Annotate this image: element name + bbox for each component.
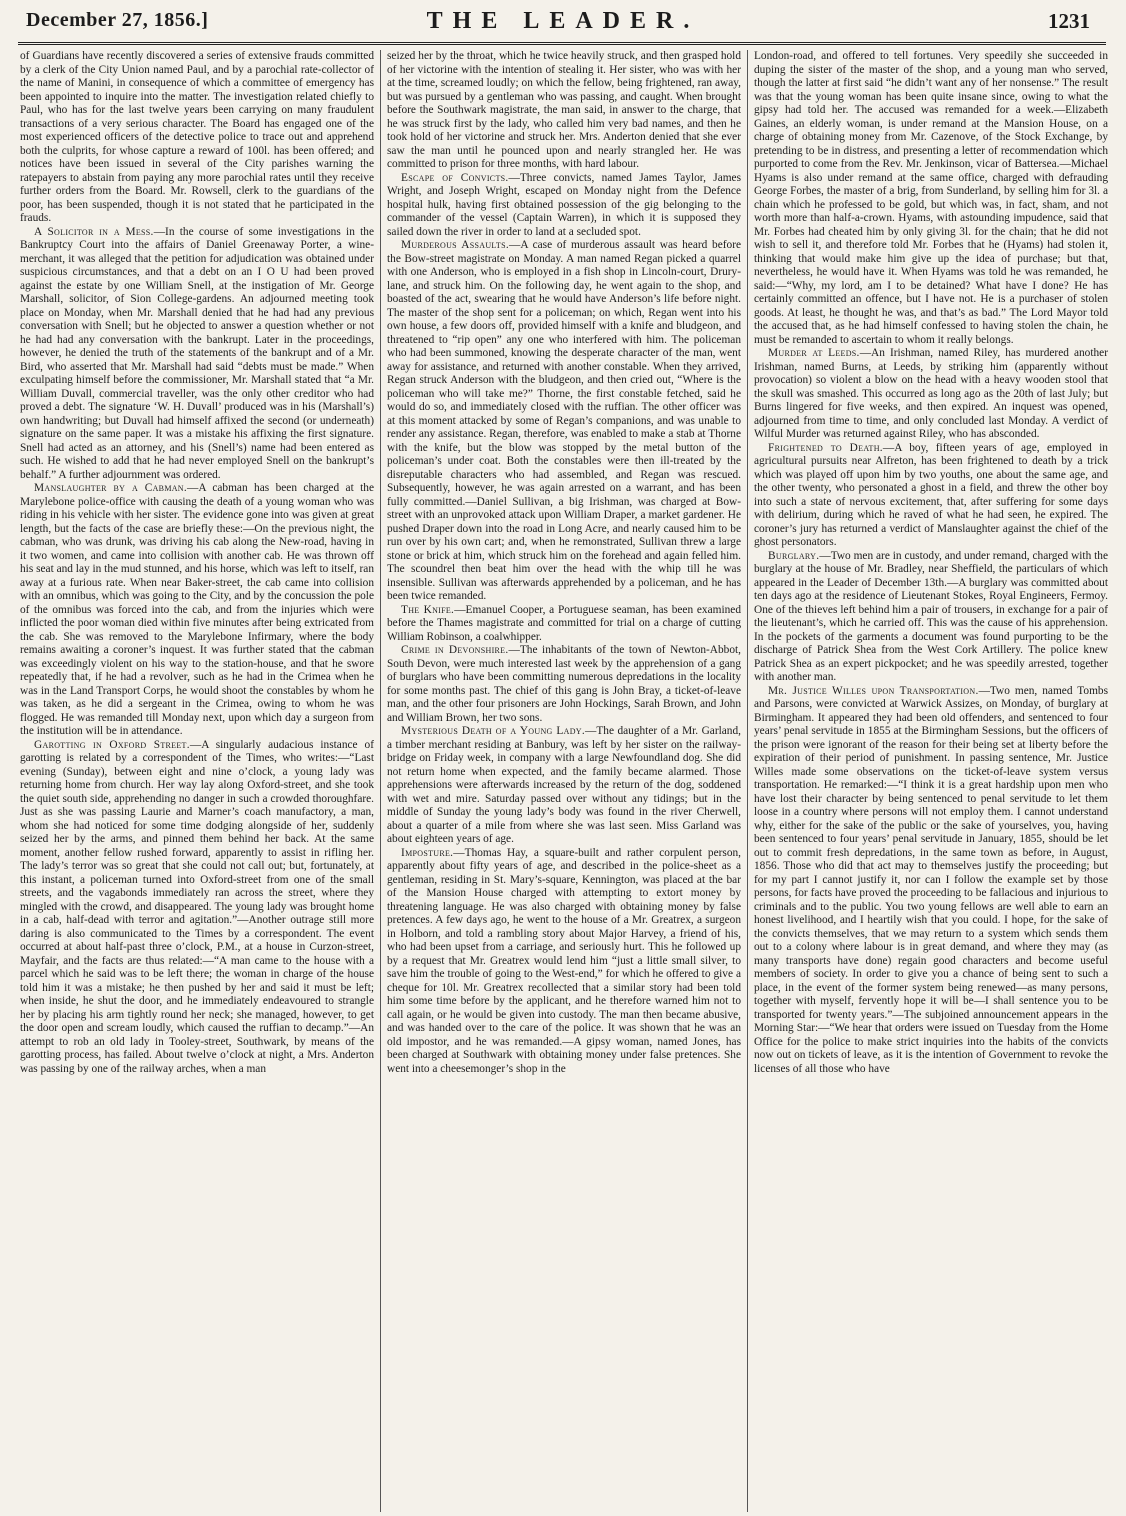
article-text: In the course of some investigations in the Bankruptcy Court into the affairs of Daniel Greenaway Porter, a wine-merchant, it was alleged that the petition for adjudication was obtained under suspicious circumstances, and that a debt on an I O U had been proved against the estate by one William Snell, at the instigation of Mr. George Marshall, solicitor, of Sion College-gardens. An adjourned meeting took place on Monday, when Mr. Marshall denied that he had had any previous conversation with Snell; but he objected to answer a question whether or not he had had any conversation with the bankrupt. Later in the proceedings, however, he denied the truth of the statements of the bankrupt and of a Mr. Bird, who asserted that Mr. Marshall had said “debts must be made.” When exculpating himself before the commissioner, Mr. Marshall stated that “a Mr. William Duvall, commercial traveller, was the only other creditor who had proved a debt. The signature ‘W. H. Duvall’ produced was in his (Marshall’s) own handwriting; but Duvall had himself affixed the second (or underneath) signature on the same paper. It was a mistake his affixing the first signature. Snell had acted as an attorney, and his (Snell’s) name had been entered as such. He wished to add that he had never employed Snell on the bankrupt’s behalf.” A further adjournment was ordered.	[20, 225, 374, 481]
article-heading: Escape of Convicts.	[401, 171, 509, 184]
article-heading: Garotting in Oxford Street.	[34, 738, 190, 751]
column-left	[20, 50, 374, 1512]
issue-date: December 27, 1856.]	[26, 9, 209, 31]
article-text: The inhabitants of the town of Newton-Abbot, South Devon, were much interested last week by the apprehension of a gang of burglars who have been committing numerous depredations in the locality for some months past. The chief of this gang is John Bray, a ticket-of-leave man, and the other four prisoners are John Hockings, Sarah Brown, and John and William Brown, her two sons.	[387, 644, 741, 724]
article-paragraph: The Knife.—Emanuel Cooper, a Portuguese seaman, has been examined before the Thames magistrate and committed for trial on a charge of cutting William Robinson, a coalwhipper.	[387, 603, 741, 643]
article-paragraph: Frightened to Death.—A boy, fifteen years of age, employed in agricultural pursuits near Alfreton, has been frightened to death by a trick which was played off upon him by two youths, one about the same age, and the other twenty, who personated a ghost in a field, and threw the other boy into such a state of nervous excitement, that, after suffering for some days with delirium, during which he raved of what he had seen, he expired. The coroner’s jury has returned a verdict of Manslaughter against the chief of the ghost personators.	[754, 441, 1108, 548]
article-paragraph: Crime in Devonshire.—The inhabitants of the town of Newton-Abbot, South Devon, were much interested last week by the apprehension of a gang of burglars who have been committing numerous depredations in the locality for some months past. The chief of this gang is John Bray, a ticket-of-leave man, and the other four prisoners are John Hockings, Sarah Brown, and John and William Brown, her two sons.	[387, 644, 741, 724]
article-text: London-road, and offered to tell fortunes. Very speedily she succeeded in duping the sister of the master of the shop, and a young man who served, though the latter at first said “he didn’t want any of her nonsense.” The result was that the young woman has been quite insane since, owing to what the gipsy had told her. The accused was remanded for a week.—Elizabeth Gaines, an elderly woman, is under remand at the Mansion House, on a charge of obtaining money from Mr. Cazenove, of the Stock Exchange, by pretending to be in distress, and presenting a letter of recommendation which purported to come from the Rev. Mr. Jenkinson, vicar of Battersea.—Michael Hyams is also under remand at the same office, charged with defrauding George Forbes, the master of a brig, from Sunderland, by selling him for 3l. a chain which he professed to be gold, but which was, in fact, sham, and not worth more than half-a-crown. Hyams, with astounding impudence, said that Mr. Forbes had cheated him by only giving 3l. for the chain; that he did not wish to sell it, and therefore told Mr. Forbes that he (Hyams) had stolen it, thinking that would make him give up the idea of purchase; but that, nevertheless, he would have it. When Hyams was told he was remanded, he said:—“Why, my lord, am I to be detained? What have I done? He has certainly committed an offence, but I have not. He is a purchaser of stolen goods. At least, he thought he was, and that’s as bad.” The Lord Mayor told the accused that, as he had himself confessed to having stolen the chain, he must be remanded to ascertain to whom it really belongs.	[754, 50, 1108, 346]
article-heading: Mysterious Death of a Young Lady.	[401, 725, 585, 737]
header-rule	[18, 42, 1106, 45]
column-divider	[747, 50, 748, 1512]
article-paragraph: Imposture.—Thomas Hay, a square-built and rather corpulent person, apparently about fifty years of age, and described in the police-sheet as a gentleman, residing in St. Mary’s-square, Kennington, was placed at the bar of the Mansion House charged with attempting to extort money by threatening language. He was also charged with obtaining money by false pretences. A few days ago, he went to the house of a Mr. Greatrex, a surgeon in Holborn, and told a rambling story about Major Harvey, a friend of his, who had been upset from a carriage, and seriously hurt. This he followed up by a request that Mr. Greatrex would lend him “just a little small silver, to save him the trouble of going to the West-end,” for which he offered to give a cheque for 10l. Mr. Greatrex recollected that a similar story had been told him some time before by the applicant, and he therefore warned him not to call again, or he would be given into custody. The man then became abusive, and was handed over to the care of the police. It was shown that he was an old impostor, and he was remanded.—A gipsy woman, named Jones, has been charged at Southwark with obtaining money under false pretences. She went into a cheesemonger’s shop in the	[387, 846, 741, 1075]
column-divider	[380, 50, 381, 1512]
article-paragraph: A Solicitor in a Mess.—In the course of some investigations in the Bankruptcy Court into the affairs of Daniel Greenaway Porter, a wine-merchant, it was alleged that the petition for adjudication was obtained under suspicious circumstances, and that a debt on an I O U had been proved against the estate by one William Snell, at the instigation of Mr. George Marshall, solicitor, of Sion College-gardens. An adjourned meeting took place on Monday, when Mr. Marshall denied that he had had any previous conversation with Snell; but he objected to answer a question whether or not he had had any conversation with the bankrupt. Later in the proceedings, however, he denied the truth of the statements of the bankrupt and of a Mr. Bird, who asserted that Mr. Marshall had said “debts must be made.” When exculpating himself before the commissioner, Mr. Marshall stated that “a Mr. William Duvall, commercial traveller, was the only other creditor who had proved a debt. The signature ‘W. H. Duvall’ produced was in his (Marshall’s) own handwriting; but Duvall had himself affixed the second (or underneath) signature on the same paper. It was a mistake his affixing the first signature. Snell had acted as an attorney, and his (Snell’s) name had been entered as such. He wished to add that he had never employed Snell on the bankrupt’s behalf.” A further adjournment was ordered.	[20, 225, 374, 481]
article-paragraph: Manslaughter by a Cabman.—A cabman has been charged at the Marylebone police-office with causing the death of a young woman who was riding in his vehicle with her sister. The evidence gone into was given at great length, but the facts of the case are briefly these:—On the previous night, the cabman, who was drunk, was driving his cab along the New-road, having in it two women, and came into collision with another cab. He was thrown off his seat and lay in the mud stunned, and his horse, which was left to itself, ran away at a furious rate. When near Baker-street, the cab came into collision with an omnibus, which was going to the City, and by the concussion the pole of the omnibus was forced into the cab, and from the injuries which were inflicted the poor woman died within five minutes after being extricated from the cab. She was removed to the Marylebone Infirmary, where the body remains awaiting a coroner’s inquest. It was further stated that the cabman was exceedingly violent on his way to the station-house, and that he swore repeatedly that, if he had a revolver, such as he had in the Crimea when he was in the Land Transport Corps, he would shoot the constables by whom he was taken, as he did a sergeant in the Crimea, owing to whom he was flogged. He was remanded till Monday next, upon which day a surgeon from the institution will be in attendance.	[20, 482, 374, 737]
article-heading: Burglary.	[768, 549, 820, 562]
article-text: of Guardians have recently discovered a series of extensive frauds committed by a clerk of the City Union named Paul, and by a parochial rate-collector of the name of Manini, in consequence of which a committee of emergency has been appointed to inquire into the matter. The investigation related chiefly to Paul, who has for the last twelve years been carrying on many fraudulent transactions of a very serious character. The Board has engaged one of the most experienced officers of the detective police to trace out and apprehend both the culprits, for whose capture a reward of 100l. has been offered; and notices have been issued in several of the City parishes warning the ratepayers to abstain from paying any more parochial rates until they receive further orders from the Board. Mr. Rowsell, clerk to the guardians of the poor, has been suspended, though it is not stated that he participated in the frauds.	[20, 50, 374, 224]
article-text: A case of murderous assault was heard before the Bow-street magistrate on Monday. A man named Regan picked a quarrel with one Anderson, who is employed in a fish shop in Lincoln-court, Drury-lane, and struck him. On the following day, he went again to the shop, and boasted of the act, swearing that he would have Anderson’s life before night. The master of the shop sent for a policeman; on which, Regan went into his own house, a few doors off, provided himself with a knife and bludgeon, and threatened to “rip open” any one who interfered with him. The policeman who had been summoned, knowing the desperate character of the man, went away for assistance, and returned with another constable. When they arrived, Regan struck Anderson with the bludgeon, and then cried out, “Where is the policeman who will take me?” Thorne, the first constable fetched, said he would do so, and immediately closed with the ruffian. The other officer was at this moment attacked by some of Regan’s companions, and was unable to render any assistance. Regan, therefore, was enabled to make a stab at Thorne with the knife, but the blow was stopped by the metal button of the policeman’s under coat. Both the constables were then ill-treated by the disreputable characters who had assembled, and Regan was rescued. Subsequently, however, he was again arrested on a warrant, and has been fully committed.—Daniel Sullivan, a big Irishman, was charged at Bow-street with an unprovoked attack upon William Draper, a market gardener. He pushed Draper down into the road in Long Acre, and nearly caused him to be run over by his own cart; and, when he remonstrated, Sullivan threw a large stone or brick at him, which struck him on the forehead and again felled him. The scoundrel then beat him over the head with the whip till he was insensible. Sullivan was afterwards apprehended by a policeman, and he has been twice remanded.	[387, 239, 741, 602]
article-text: Two men, named Tombs and Parsons, were convicted at Warwick Assizes, on Monday, of burglary at Birmingham. It appeared they had been old offenders, and sentenced to four years’ penal servitude in 1855 at the Birmingham Sessions, but the officers of the prison were ignorant of the reason for their being set at liberty before the expiration of their period of punishment. In passing sentence, Mr. Justice Willes made some observations on the ticket-of-leave system versus transportation. He remarked:—“I think it is a great hardship upon men who have lost their character by being sentenced to penal servitude to let them loose in a country where persons will not employ them. I cannot understand why, either for the sake of the public or the sake of yourselves, you, having been sentenced to four years’ penal servitude in January, 1855, should be let out to commit fresh depredations, in the same town as before, in August, 1856. Those who did that act may to themselves justify the proceeding; but for my part I cannot justify it, nor can I follow the example set by those persons, for facts have proved the proceeding to be fallacious and injurious to criminals and to the public. You two young fellows are well able to earn an honest livelihood, and I heartily wish that you could. I hope, for the sake of the convicts themselves, that we may return to a system which sends them out to a colony where labour is in great demand, and where they may (as many transports have done) regain good characters and become useful members of society. In order to give you a chance of being sent to such a place, in the event of the former system being renewed—as many persons, together with myself, fervently hope it will be—I shall sentence you to be transported for twenty years.”—The subjoined announcement appears in the Morning Star:—“We hear that orders were issued on Tuesday from the Home Office for the police to make strict inquiries into the habits of the convicts now out on tickets of leave, as it is the intention of Government to revoke the licenses of all those who have	[754, 684, 1108, 1075]
article-text: Two men are in custody, and under remand, charged with the burglary at the house of Mr. Bradley, near Sheffield, the particulars of which appeared in the Leader of December 13th.—A burglary was committed about ten days ago at the residence of Lieutenant Stokes, Royal Engineers, Fermoy. One of the thieves left behind him a pair of trousers, in exchange for a pair of the lieutenant’s, which he carried off. This was the cause of his apprehension. In the pockets of the garments a document was found purporting to be the discharge of Patrick Shea from the West Cork Artillery. The police knew Patrick Shea as an expert pickpocket; and he was speedily arrested, together with another man.	[754, 549, 1108, 683]
article-text: A singularly audacious instance of garotting is related by a correspondent of the Times, who writes:—“Last evening (Sunday), between eight and nine o’clock, a young lady was returning home from church. Her way lay along Oxford-street, and she took the quiet south side, apprehending no danger in such a crowded thoroughfare. Just as she was passing Laurie and Marner’s coach manufactory, a man, whom she had noticed for some time dodging alongside of her, suddenly seized her by the arms, and pinned them behind her back. At the same moment, another fellow rushed forward, apparently to assist in rifling her. The lady’s terror was so great that she could not call out; but, fortunately, at this instant, a policeman turned into Oxford-street from one of the small streets, and the vagabonds immediately ran across the street, where they mingled with the crowd, and disappeared. The young lady was brought home in a cab, half-dead with terror and agitation.”—Another outrage still more daring is also communicated to the Times by a correspondent. The event occurred at about half-past three o’clock, P.M., at a house in Curzon-street, Mayfair, and the facts are thus related:—“A man came to the house with a parcel which he said was to be left there; the woman in charge of the house told him it was a mistake; he then pushed by her and said it must be left; when inside, he shut the door, and he immediately endeavoured to strangle her by placing his arm tightly round her neck; she managed, however, to get the door open and scream loudly, which caused the ruffian to decamp.”—An attempt to rob an old lady in Tooley-street, Southwark, by means of the garotting process, has failed. About twelve o’clock at night, a Mrs. Anderton was passing by one of the railway arches, when a man	[20, 738, 374, 1075]
article-paragraph: Escape of Convicts.—Three convicts, named James Taylor, James Wright, and Joseph Wright, escaped on Monday night from the Defence hospital hulk, having first obtained possession of the gig belonging to the commander of the vessel (Captain Warren), in which it is supposed they sailed down the river in order to land at a secluded spot.	[387, 171, 741, 238]
article-heading: A Solicitor in a Mess.	[34, 225, 154, 238]
article-text: Three convicts, named James Taylor, James Wright, and Joseph Wright, escaped on Monday night from the Defence hospital hulk, having first obtained possession of the gig belonging to the commander of the vessel (Captain Warren), in which it is supposed they sailed down the river in order to land at a secluded spot.	[387, 171, 741, 238]
article-heading: Imposture.	[401, 846, 454, 859]
article-paragraph	[20, 50, 374, 226]
masthead-title: THE LEADER.	[426, 8, 700, 34]
article-paragraph: Murderous Assaults.—A case of murderous assault was heard before the Bow-street magistrate on Monday. A man named Regan picked a quarrel with one Anderson, who is employed in a fish shop in Lincoln-court, Drury-lane, and struck him. On the following day, he went again to the shop, and boasted of the act, swearing that he would have Anderson’s life before night. The master of the shop sent for a policeman; on which, Regan went into his own house, a few doors off, provided himself with a knife and bludgeon, and threatened to “rip open” any one who interfered with him. The policeman who had been summoned, knowing the desperate character of the man, went away for assistance, and returned with another constable. When they arrived, Regan struck Anderson with the bludgeon, and then cried out, “Where is the policeman who will take me?” Thorne, the first constable fetched, said he would do so, and immediately closed with the ruffian. The other officer was at this moment attacked by some of Regan’s companions, and was unable to render any assistance. Regan, therefore, was enabled to make a stab at Thorne with the knife, but the blow was stopped by the metal button of the policeman’s under coat. Both the constables were then ill-treated by the disreputable characters who had assembled, and Regan was rescued. Subsequently, however, he was again arrested on a warrant, and has been fully committed.—Daniel Sullivan, a big Irishman, was charged at Bow-street with an unprovoked attack upon William Draper, a market gardener. He pushed Draper down into the road in Long Acre, and nearly caused him to be run over by his own cart; and, when he remonstrated, Sullivan threw a large stone or brick at him, which struck him on the forehead and again felled him. The scoundrel then beat him over the head with the whip till he was insensible. Sullivan was afterwards apprehended by a policeman, and he has been twice remanded.	[387, 239, 741, 602]
article-text: A boy, fifteen years of age, employed in agricultural pursuits near Alfreton, has been frightened to death by a trick which was played off upon him by two youths, one about the same age, and the other twenty, who personated a ghost in a field, and threw the other boy into such a state of nervous excitement, that, after suffering for some days with delirium, during which he raved of what he had seen, he expired. The coroner’s jury has returned a verdict of Manslaughter against the chief of the ghost personators.	[754, 441, 1108, 548]
article-text: Thomas Hay, a square-built and rather corpulent person, apparently about fifty years of age, and described in the police-sheet as a gentleman, residing in St. Mary’s-square, Kennington, was placed at the bar of the Mansion House charged with attempting to extort money by threatening language. He was also charged with obtaining money by false pretences. A few days ago, he went to the house of a Mr. Greatrex, a surgeon in Holborn, and told a rambling story about Major Harvey, a friend of his, who had been upset from a carriage, and seriously hurt. This he followed up by a request that Mr. Greatrex would lend him “just a little small silver, to save him the trouble of going to the West-end,” for which he offered to give a cheque for 10l. Mr. Greatrex recollected that a similar story had been told him some time before by the applicant, and he therefore warned him not to call again, or he would be given into custody. The man then became abusive, and was handed over to the care of the police. It was shown that he was an old impostor, and he was remanded.—A gipsy woman, named Jones, has been charged at Southwark with obtaining money under false pretences. She went into a cheesemonger’s shop in the	[387, 846, 741, 1075]
article-text: A cabman has been charged at the Marylebone police-office with causing the death of a young woman who was riding in his vehicle with her sister. The evidence gone into was given at great length, but the facts of the case are briefly these:—On the previous night, the cabman, who was drunk, was driving his cab along the New-road, having in it two women, and came into collision with another cab. He was thrown off his seat and lay in the mud stunned, and his horse, which was left to itself, ran away at a furious rate. When near Baker-street, the cab came into collision with an omnibus, which was going to the City, and by the concussion the pole of the omnibus was forced into the cab, and from the injuries which were inflicted the poor woman died within five minutes after being extricated from the cab. She was removed to the Marylebone Infirmary, where the body remains awaiting a coroner’s inquest. It was further stated that the cabman was exceedingly violent on his way to the station-house, and that he swore repeatedly that, if he had a revolver, such as he had in the Crimea when he was in the Land Transport Corps, he would shoot the constables by whom he was taken, as he did a sergeant in the Crimea, owing to whom he was flogged. He was remanded till Monday next, upon which day a surgeon from the institution will be in attendance.	[20, 482, 374, 737]
article-heading: The Knife.	[401, 603, 455, 616]
article-heading: Murder at Leeds.	[768, 347, 860, 359]
article-heading: Mr. Justice Willes upon Transportation.	[768, 684, 979, 697]
article-text: The daughter of a Mr. Garland, a timber merchant residing at Banbury, was left by her sister on the railway-bridge on Friday week, in company with a large Newfoundland dog. She did not return home when expected, and the family became alarmed. Those apprehensions were afterwards increased by the return of the dog, soddened with wet and mire. Saturday passed over without any tidings; but in the middle of Sunday the young lady’s body was found in the river Cherwell, about a quarter of a mile from where she was last seen. Miss Garland was about eighteen years of age.	[387, 725, 741, 845]
article-paragraph	[387, 50, 741, 172]
article-text: seized her by the throat, which he twice heavily struck, and then grasped hold of her victorine with the intention of stealing it. Her sister, who was with her at the time, screamed loudly; on which the fellow, being frightened, ran away, but was pursued by a gentleman who was passing, and caught. When brought before the Southwark magistrate, the man said, in answer to the charge, that he was struck first by the lady, who called him very bad names, and then he took hold of her victorine and struck her. Mrs. Anderton denied that she ever saw the man until he pounced upon and nearly strangled her. He was committed to prison for three months, with hard labour.	[387, 50, 741, 170]
page-header	[0, 0, 1126, 44]
article-heading: Manslaughter by a Cabman.	[34, 482, 188, 494]
article-heading: Murderous Assaults.	[401, 239, 509, 251]
article-paragraph: Garotting in Oxford Street.—A singularly audacious instance of garotting is related by a correspondent of the Times, who writes:—“Last evening (Sunday), between eight and nine o’clock, a young lady was returning home from church. Her way lay along Oxford-street, and she took the quiet south side, apprehending no danger in such a crowded thoroughfare. Just as she was passing Laurie and Marner’s coach manufactory, a man, whom she had noticed for some time dodging alongside of her, suddenly seized her by the arms, and pinned them behind her back. At the same moment, another fellow rushed forward, apparently to assist in rifling her. The lady’s terror was so great that she could not call out; but, fortunately, at this instant, a policeman turned into Oxford-street from one of the small streets, and the vagabonds immediately ran across the street, where they mingled with the crowd, and disappeared. The young lady was brought home in a cab, half-dead with terror and agitation.”—Another outrage still more daring is also communicated to the Times by a correspondent. The event occurred at about half-past three o’clock, P.M., at a house in Curzon-street, Mayfair, and the facts are thus related:—“A man came to the house with a parcel which he said was to be left there; the woman in charge of the house told him it was a mistake; he then pushed by her and said it must be left; when inside, he shut the door, and he immediately endeavoured to strangle her by placing his arm tightly round her neck; she managed, however, to get the door open and scream loudly, which caused the ruffian to decamp.”—An attempt to rob an old lady in Tooley-street, Southwark, by means of the garotting process, has failed. About twelve o’clock at night, a Mrs. Anderton was passing by one of the railway arches, when a man	[20, 738, 374, 1075]
article-columns	[20, 50, 1108, 1512]
column-middle	[387, 50, 741, 1512]
article-text: An Irishman, named Riley, has murdered another Irishman, named Burns, at Leeds, by striking him (apparently without provocation) so violent a blow on the head with a heavy wooden stool that the skull was smashed. This occurred as long ago as the 20th of last July; but Burns lingered for five weeks, and then expired. An inquest was opened, adjourned from time to time, and only concluded last Monday. A verdict of Wilful Murder was returned against Riley, who has absconded.	[754, 347, 1108, 440]
article-paragraph: Mr. Justice Willes upon Transportation.—Two men, named Tombs and Parsons, were convicted at Warwick Assizes, on Monday, of burglary at Birmingham. It appeared they had been old offenders, and sentenced to four years’ penal servitude in 1855 at the Birmingham Sessions, but the officers of the prison were ignorant of the reason for their being set at liberty before the expiration of their period of punishment. In passing sentence, Mr. Justice Willes made some observations on the ticket-of-leave system versus transportation. He remarked:—“I think it is a great hardship upon men who have lost their character by being sentenced to penal servitude to let them loose in a country where persons will not employ them. I cannot understand why, either for the sake of the public or the sake of yourselves, you, having been sentenced to four years’ penal servitude in January, 1855, should be let out to commit fresh depredations, in the same town as before, in August, 1856. Those who did that act may to themselves justify the proceeding; but for my part I cannot justify it, nor can I follow the example set by those persons, for facts have proved the proceeding to be fallacious and injurious to criminals and to the public. You two young fellows are well able to earn an honest livelihood, and I heartily wish that you could. I hope, for the sake of the convicts themselves, that we may return to a system which sends them out to a colony where labour is in great demand, and where they may (as many transports have done) regain good characters and become useful members of society. In order to give you a chance of being sent to such a place, in the event of the former system being renewed—as many persons, together with myself, fervently hope it will be—I shall sentence you to be transported for twenty years.”—The subjoined announcement appears in the Morning Star:—“We hear that orders were issued on Tuesday from the Home Office for the police to make strict inquiries into the habits of the convicts now out on tickets of leave, as it is the intention of Government to revoke the licenses of all those who have	[754, 684, 1108, 1075]
article-paragraph: Mysterious Death of a Young Lady.—The daughter of a Mr. Garland, a timber merchant residing at Banbury, was left by her sister on the railway-bridge on Friday week, in company with a large Newfoundland dog. She did not return home when expected, and the family became alarmed. Those apprehensions were afterwards increased by the return of the dog, soddened with wet and mire. Saturday passed over without any tidings; but in the middle of Sunday the young lady’s body was found in the river Cherwell, about a quarter of a mile from where she was last seen. Miss Garland was about eighteen years of age.	[387, 725, 741, 845]
article-heading: Crime in Devonshire.	[401, 644, 509, 656]
page-number: 1231	[1048, 9, 1090, 33]
article-paragraph	[754, 50, 1108, 347]
article-paragraph: Burglary.—Two men are in custody, and under remand, charged with the burglary at the house of Mr. Bradley, near Sheffield, the particulars of which appeared in the Leader of December 13th.—A burglary was committed about ten days ago at the residence of Lieutenant Stokes, Royal Engineers, Fermoy. One of the thieves left behind him a pair of trousers, in exchange for a pair of the lieutenant’s, which he carried off. This was the cause of his apprehension. In the pockets of the garments a document was found purporting to be the discharge of Patrick Shea from the West Cork Artillery. The police knew Patrick Shea as an expert pickpocket; and he was speedily arrested, together with another man.	[754, 549, 1108, 683]
article-text: Emanuel Cooper, a Portuguese seaman, has been examined before the Thames magistrate and committed for trial on a charge of cutting William Robinson, a coalwhipper.	[387, 603, 741, 643]
article-paragraph: Murder at Leeds.—An Irishman, named Riley, has murdered another Irishman, named Burns, at Leeds, by striking him (apparently without provocation) so violent a blow on the head with a heavy wooden stool that the skull was smashed. This occurred as long ago as the 20th of last July; but Burns lingered for five weeks, and then expired. An inquest was opened, adjourned from time to time, and only concluded last Monday. A verdict of Wilful Murder was returned against Riley, who has absconded.	[754, 347, 1108, 440]
column-right	[754, 50, 1108, 1512]
article-heading: Frightened to Death.	[768, 441, 883, 454]
